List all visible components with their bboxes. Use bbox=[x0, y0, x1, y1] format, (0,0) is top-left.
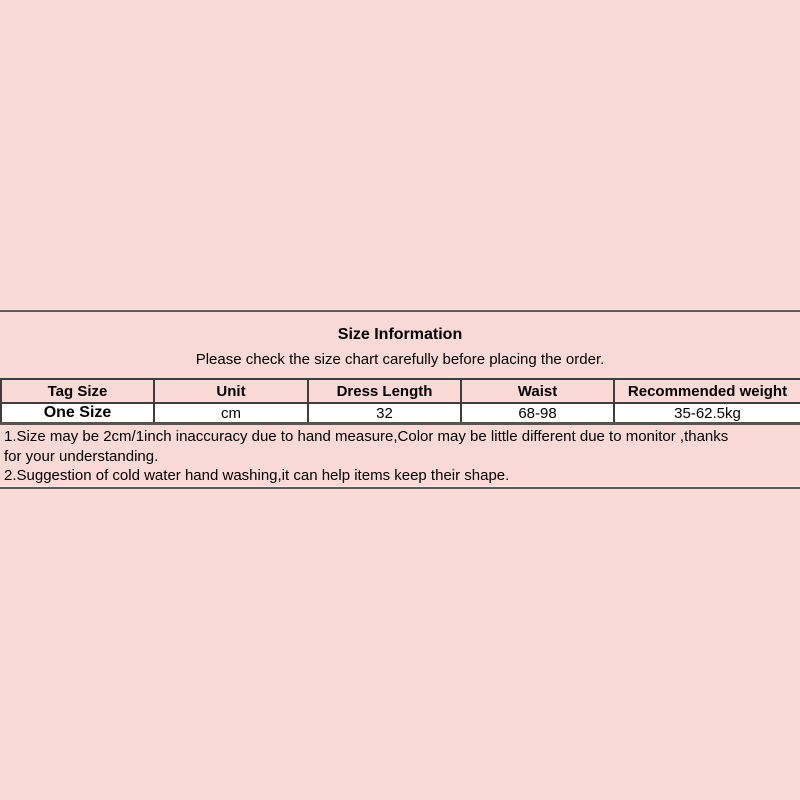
top-divider-line bbox=[0, 309, 800, 312]
cell-unit: cm bbox=[154, 403, 308, 424]
cell-tag-size: One Size bbox=[1, 403, 154, 424]
col-header-dress-length: Dress Length bbox=[308, 379, 461, 403]
col-header-recommended-weight: Recommended weight bbox=[614, 379, 800, 403]
col-header-tag-size: Tag Size bbox=[1, 379, 154, 403]
note-measure-disclaimer-line-2: for your understanding. bbox=[4, 447, 159, 465]
size-notes bbox=[0, 427, 800, 486]
size-table bbox=[0, 378, 800, 425]
cell-dress-length: 32 bbox=[308, 403, 461, 424]
size-chart-subtitle: Please check the size chart carefully before placing the order. bbox=[195, 351, 605, 368]
bottom-divider-line bbox=[0, 486, 800, 489]
size-info-section bbox=[0, 309, 800, 489]
col-header-waist: Waist bbox=[461, 379, 614, 403]
table-row-one-size bbox=[1, 403, 800, 424]
size-information-title: Size Information bbox=[337, 326, 463, 343]
cell-recommended-weight: 35-62.5kg bbox=[614, 403, 800, 424]
note-washing-suggestion: 2.Suggestion of cold water hand washing,it can help items keep their shape. bbox=[4, 467, 510, 484]
cell-waist: 68-98 bbox=[461, 403, 614, 424]
note-measure-disclaimer-line-1: 1.Size may be 2cm/1inch inaccuracy due to hand measure,Color may be little different due to monitor ,thanks bbox=[4, 428, 729, 445]
size-table-header-row bbox=[1, 379, 800, 403]
col-header-unit: Unit bbox=[154, 379, 308, 403]
